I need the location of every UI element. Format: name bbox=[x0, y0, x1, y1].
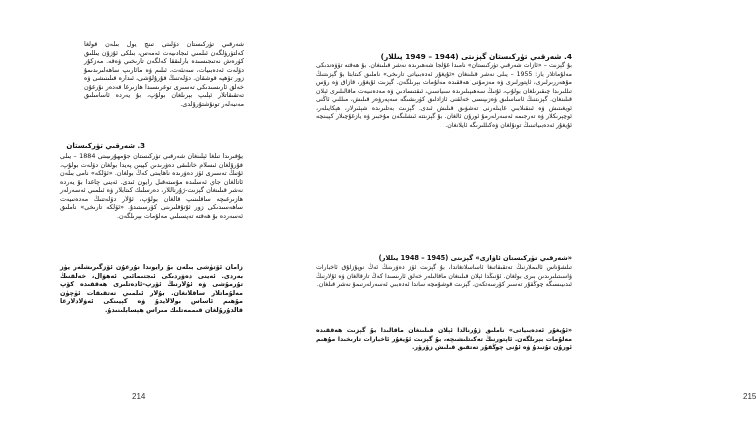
right-section-heading: 4. شەرقىي تۈركىستان گېزىتى (1944 – 1949 يىللار) bbox=[380, 52, 572, 61]
left-paragraph-1: شەرقىي تۈركىستان دۆلىتى تىنچ يول بىلەن قولغا كەلتۈرۈلگەن ئىلمىي ئىجادىيەت ئەمەس، بىلكى ئۇزۇن يىللىق كۈرەش نەتىجىسىدە بارلىققا كەلگەن تارىخىي ۋەقە. مەزكۇر دۆلەت ئەدەبىيات، سەنئەت، ئىلىم ۋە مائارىپ ساھەلىرىدىمۇ زور تۆھپە قوشقان. دۆلەتنىڭ قۇرۇلۇشى، ئىدارە قىلىنىشى ۋە خەلق ئارىسىدىكى تەسىرى توغرىسىدا ھازىرغا قەدەر نۇرغۇن تەتقىقاتلار ئېلىپ بېرىلغان بولۇپ، بۇ يەردە ئاساسلىق مەنبەلەر تونۇشتۇرۇلدى. bbox=[84, 40, 244, 108]
right-paragraph-1: بۇ گېزىت – «ئازات شەرقىي تۈركىستان» نامىدا غۇلجا شەھىرىدە نەشر قىلىنغان. بۇ ھەقتە تۆۋەندىكى مەلۇماتلار بار: 1955 – يىلى نەشر قىلىنغان «ئۇيغۇر ئەدەبىياتى تارىخى» ناملىق كىتابتا بۇ گېزىتنىڭ مۇھەررىرلىرى، ئاپتورلىرى ۋە مەزمۇنى ھەققىدە مەلۇمات بېرىلگەن. گېزىت ئۇيغۇر، قازاق ۋە رۇس تىللىرىدا چىقىرىلغان بولۇپ، ئۇنىڭ سەھىپىلىرىدە سىياسىي، ئىقتىسادىي ۋە مەدەنىيەت ماقالىلىرى ئېلان قىلىنغان. گېزىتنىڭ ئاساسلىق ۋەزىپىسى خەلقنى ئازادلىق كۈرىشىگە سەپەرۋەر قىلىش، مىللىي ئاڭنى ئويغىتىش ۋە ئىنقىلابىي غايىلەرنى تەشۋىق قىلىش ئىدى. گېزىت بەتلىرىدە شېئىرلار، ھېكايىلەر، ئوچېرىكلار ۋە تەرجىمە ئەسەرلەرمۇ ئورۇن ئالغان. بۇ گېزىتتە ئىشلىگەن مۇخبىر ۋە يازغۇچىلار كېيىنچە ئۇيغۇر ئەدەبىياتىنىڭ تونۇلغان ۋەكىللىرىگە ئايلانغان. bbox=[316, 62, 572, 129]
page-number-right: 215 bbox=[743, 392, 756, 401]
right-paragraph-3: «ئۇيغۇر ئەدەبىياتى» ناملىق ژۇرنالدا ئېلان قىلىنغان ماقالىدا بۇ گېزىت ھەققىدە مەلۇمات بېرىلگەن. ئاپتورنىڭ تەكىتلىشىچە، بۇ گېزىت ئۇيغۇر ئاخبارات تارىخىدا مۇھىم ئورۇن تۇتىدۇ ۋە ئۇنى چوڭقۇر تەتقىق قىلىش زۆرۈر. bbox=[316, 327, 572, 351]
right-page bbox=[300, 0, 756, 424]
left-paragraph-3: زامان ئۆتۈشى بىلەن بۇ رايوندا نۇرغۇن ئۆزگىرىشلەر يۈز بەردى. ئەينى دەۋردىكى ئىجتىمائىي ئەھۋال، خەلقنىڭ تۇرمۇشى ۋە ئۇلارنىڭ ئۆرپ-ئادەتلىرى ھەققىدە كۆپ مەلۇماتلار ساقلانغان. بۇلار ئىلمىي تەتقىقات ئۈچۈن مۇھىم ئاساس بولالايدۇ ۋە كېيىنكى ئەۋلادلارغا قالدۇرۇلغان قىممەتلىك مىراس ھېسابلىنىدۇ. bbox=[60, 263, 243, 314]
left-paragraph-2: يۇقىرىدا تىلغا ئېلىنغان شەرقىي تۈركىستان جۇمھۇرىيىتى 1884 – يىلى قۇرۇلغان ئىسلام خانلىقى دەۋرىدىن كېيىن پەيدا بولغان دۆلەت بولۇپ، ئۇنىڭ تەسىرى ئۆز دەۋرىدە ناھايىتى كەڭ بولغان. «ئۆلكە» نامى بىلەن ئاتالغان جاي ئەسلىدە مۇستەقىل رايون ئىدى. ئەينى چاغدا بۇ يەردە نەشر قىلىنغان گېزىت-ژۇرناللار، دەرسلىك كىتابلار ۋە ئىلمىي ئەسەرلەر ھازىرغىچە ساقلىنىپ قالغان بولۇپ، ئۇلار دۆلەتنىڭ مەدەنىيەت ساھەسىدىكى زور ئۇتۇقلىرىنى كۆرسىتىدۇ. «ئۆلكە تارىخى» ناملىق ئەسەردە بۇ ھەقتە تەپسىلىي مەلۇمات بېرىلگەن. bbox=[60, 152, 243, 220]
page-number-left: 214 bbox=[132, 392, 146, 401]
right-paragraph-2: تىلشۇناس ئالىملارنىڭ تەتقىقاتىغا ئاساسلانغاندا، بۇ گېزىت ئۆز دەۋرىنىڭ ئەڭ نوپۇزلۇق ئاخبارات ۋاسىتىلىرىدىن بىرى بولغان. ئۇنىڭدا ئېلان قىلىنغان ماقالىلەر خەلق ئارىسىدا كەڭ تارقالغان ۋە ئۇلارنىڭ ئىدىيىسىگە چوڭقۇر تەسىر كۆرسەتكەن. گېزىت قوشۇمچە ساندا ئەدەبىي ئەسەرلەرنىمۇ نەشر قىلغان. bbox=[316, 264, 572, 288]
right-subheading: «شەرقىي تۈركىستان ئاۋازى» گېزىتى (1945 – 1948 يىللار) bbox=[378, 254, 572, 262]
left-section-heading: 3. شەرقىي تۈركىستان bbox=[66, 142, 145, 150]
left-page bbox=[0, 0, 300, 424]
